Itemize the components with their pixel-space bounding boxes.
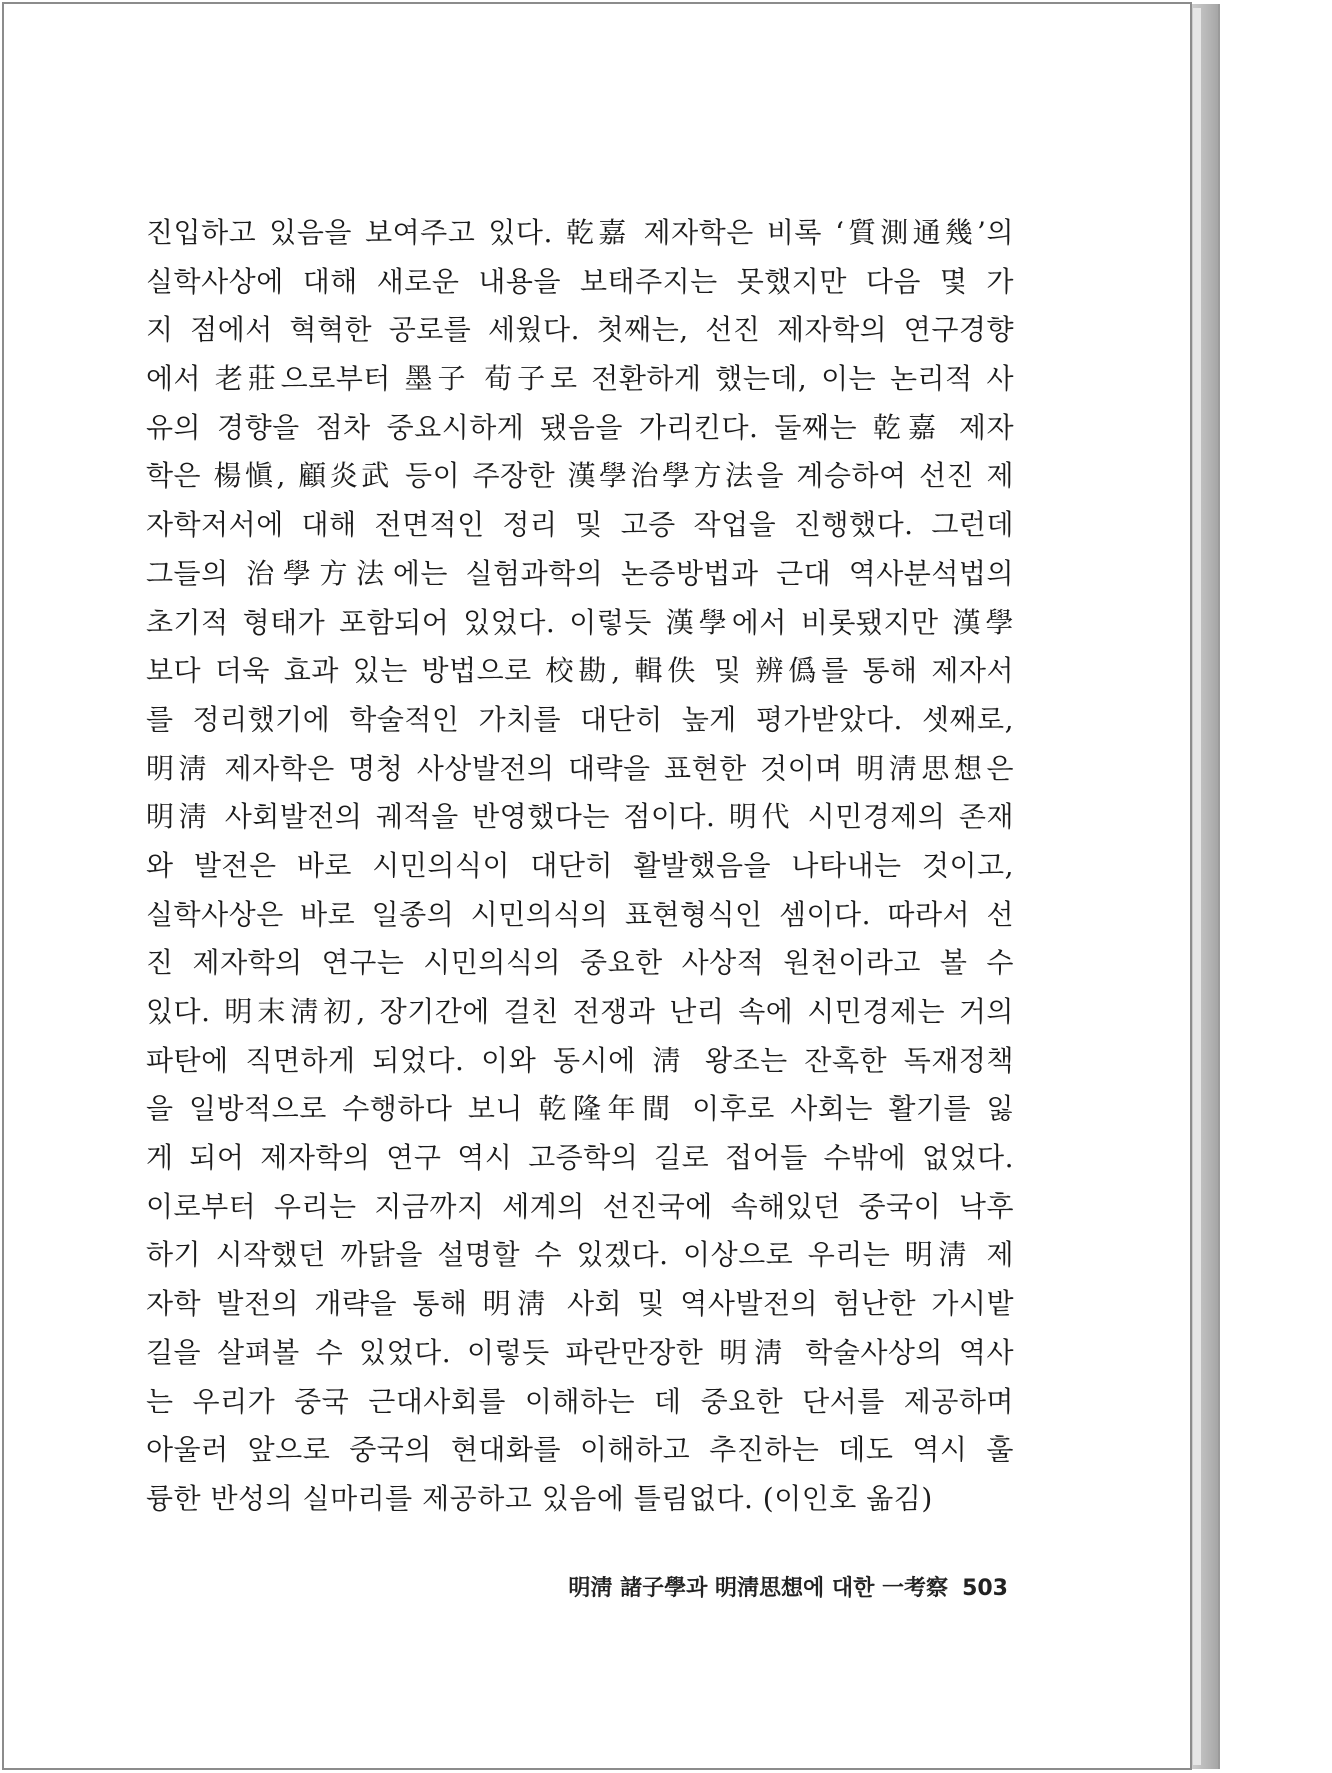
text-line: 이로부터 우리는 지금까지 세계의 선진국에 속해있던 중국이 낙후 [146,1189,1014,1223]
text-line: 있다. 明末淸初, 장기간에 걸친 전쟁과 난리 속에 시민경제는 거의 [146,995,1014,1028]
text-line: 자학 발전의 개략을 통해 明淸 사회 및 역사발전의 험난한 가시밭 [146,1287,1014,1321]
text-line: 유의 경향을 점차 중요시하게 됐음을 가리킨다. 둘째는 乾嘉 제자 [146,410,1014,444]
text-line: 그들의 治學方法에는 실험과학의 논증방법과 근대 역사분석법의 [146,556,1014,590]
page-stack-edge [1193,8,1201,1765]
running-title: 明淸 諸子學과 明淸思想에 대한 一考察 [568,1575,949,1601]
text-line: 와 발전은 바로 시민의식이 대단히 활발했음을 나타내는 것이고, [146,848,1014,882]
page-number: 503 [962,1576,1008,1601]
text-line: 초기적 형태가 포함되어 있었다. 이렇듯 漢學에서 비롯됐지만 漢學 [146,605,1014,639]
text-line: 실학사상에 대해 새로운 내용을 보태주지는 못했지만 다음 몇 가 [146,264,1014,298]
text-line: 게 되어 제자학의 연구 역시 고증학의 길로 접어들 수밖에 없었다. [146,1141,1014,1175]
text-line: 明淸 사회발전의 궤적을 반영했다는 점이다. 明代 시민경제의 존재 [146,800,1014,834]
book-page [2,2,1192,1770]
text-line: 륭한 반성의 실마리를 제공하고 있음에 틀림없다. (이인호 옮김) [146,1481,933,1515]
text-line: 길을 살펴볼 수 있었다. 이렇듯 파란만장한 明淸 학술사상의 역사 [146,1335,1014,1369]
text-line: 진입하고 있음을 보여주고 있다. 乾嘉 제자학은 비록 ‘質測通幾’의 [146,216,1014,249]
running-footer [568,1571,1008,1602]
text-line: 를 정리했기에 학술적인 가치를 대단히 높게 평가받았다. 셋째로, [146,702,1014,736]
text-line: 明淸 제자학은 명청 사상발전의 대략을 표현한 것이며 明淸思想은 [146,751,1014,785]
text-line: 에서 老莊으로부터 墨子 荀子로 전환하게 했는데, 이는 논리적 사 [146,362,1014,396]
text-line: 하기 시작했던 까닭을 설명할 수 있겠다. 이상으로 우리는 明淸 제 [146,1238,1014,1272]
text-line: 보다 더욱 효과 있는 방법으로 校勘, 輯佚 및 辨僞를 통해 제자서 [146,654,1014,688]
text-line: 진 제자학의 연구는 시민의식의 중요한 사상적 원천이라고 볼 수 [146,946,1014,980]
text-line: 을 일방적으로 수행하다 보니 乾隆年間 이후로 사회는 활기를 잃 [146,1092,1014,1126]
text-line: 자학저서에 대해 전면적인 정리 및 고증 작업을 진행했다. 그런데 [146,508,1014,542]
text-line: 실학사상은 바로 일종의 시민의식의 표현형식인 셈이다. 따라서 선 [146,897,1014,931]
text-line: 아울러 앞으로 중국의 현대화를 이해하고 추진하는 데도 역시 훌 [146,1433,1014,1467]
text-line: 파탄에 직면하게 되었다. 이와 동시에 淸 왕조는 잔혹한 독재정책 [146,1043,1014,1077]
body-text [146,209,1014,1524]
text-line: 는 우리가 중국 근대사회를 이해하는 데 중요한 단서를 제공하며 [146,1384,1014,1418]
text-line: 지 점에서 혁혁한 공로를 세웠다. 첫째는, 선진 제자학의 연구경향 [146,313,1014,347]
text-line: 학은 楊愼, 顧炎武 등이 주장한 漢學治學方法을 계승하여 선진 제 [146,459,1014,493]
